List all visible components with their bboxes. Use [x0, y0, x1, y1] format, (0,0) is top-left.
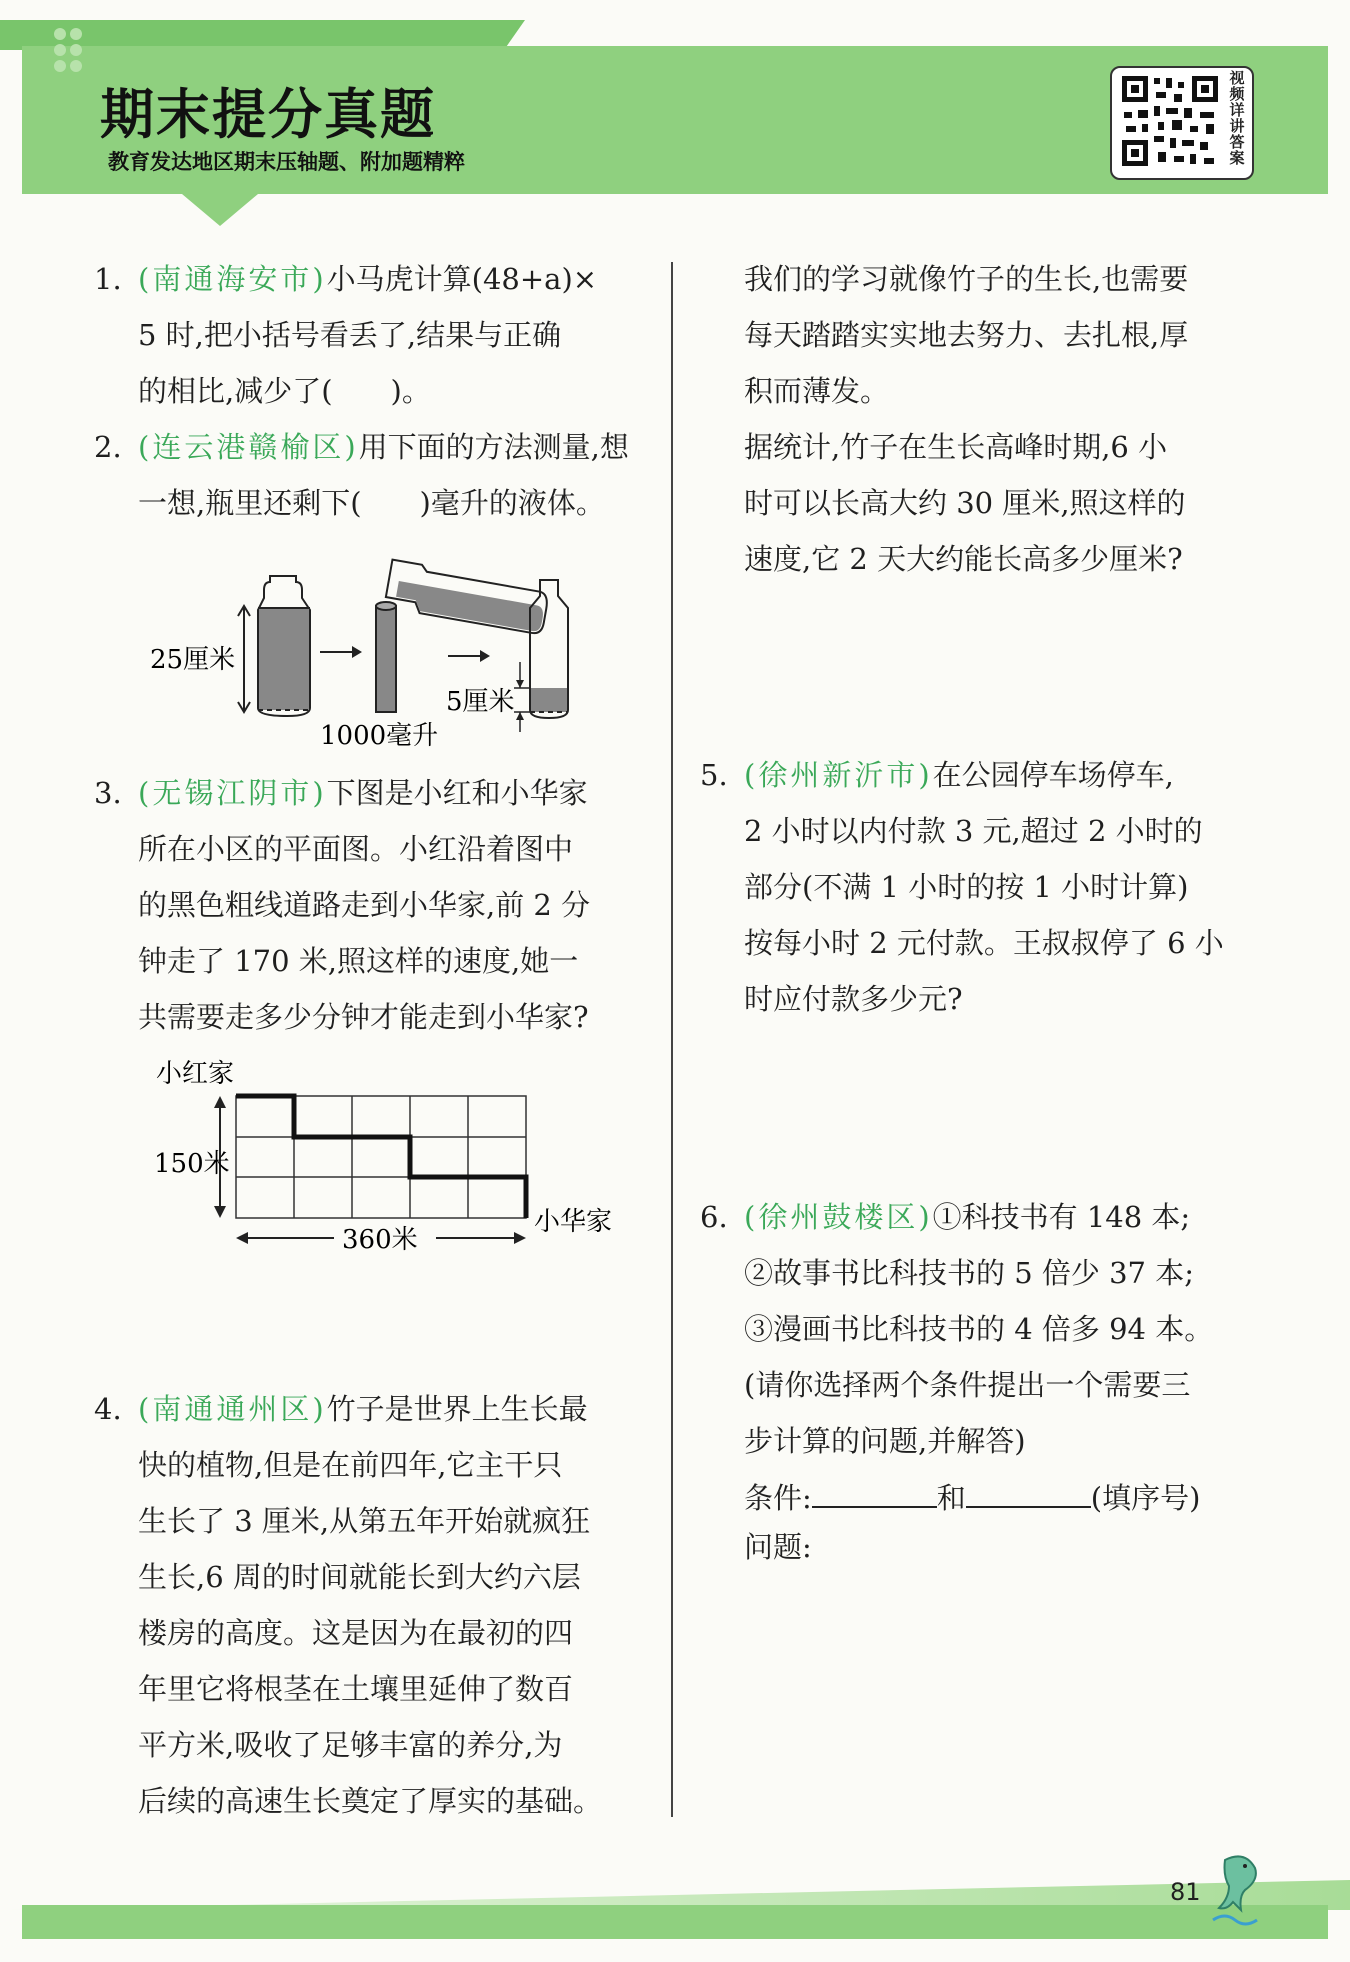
problem-line	[138, 262, 597, 296]
problem-line	[138, 430, 629, 464]
full-bottle	[258, 576, 310, 716]
problem-text: 后续的高速生长奠定了厚实的基础。	[138, 1784, 603, 1818]
problem-text: 2 小时以内付款 3 元,超过 2 小时的	[744, 814, 1203, 848]
problem-text: ①科技书有 148 本;	[932, 1200, 1191, 1234]
remain-label: 5厘米	[446, 687, 515, 717]
problem-text: 楼房的高度。这是因为在最初的四	[138, 1616, 574, 1650]
problem-line	[744, 1200, 1190, 1234]
problem-text: 据统计,竹子在生长高峰时期,6 小	[744, 430, 1168, 464]
problem-text: 在公园停车场停车,	[932, 758, 1174, 792]
problem-text: 积而薄发。	[744, 374, 890, 408]
bottle-measure-diagram	[140, 538, 620, 758]
problem-text: 平方米,吸收了足够丰富的养分,为	[138, 1728, 563, 1762]
problem-source: (南通海安市)	[138, 262, 327, 296]
start-label: 小红家	[156, 1059, 235, 1089]
and-label: 和	[936, 1481, 966, 1515]
problem-text: 每天踏踏实实地去努力、去扎根,厚	[744, 318, 1189, 352]
page-subtitle: 教育发达地区期末压轴题、附加题精粹	[108, 150, 465, 174]
problem-text: 竹子是世界上生长最	[326, 1392, 588, 1426]
problem-text: 用下面的方法测量,想	[358, 430, 629, 464]
problem-source: (南通通州区)	[138, 1392, 327, 1426]
condition-blank-1[interactable]	[812, 1480, 937, 1508]
problem-text: 时可以长高大约 30 厘米,照这样的	[744, 486, 1186, 520]
problem-text: 小马虎计算(48+a)×	[326, 262, 598, 296]
problem-text: ③漫画书比科技书的 4 倍多 94 本。	[744, 1312, 1214, 1346]
problem-text: 5 时,把小括号看丢了,结果与正确	[138, 318, 562, 352]
remaining-bottle	[530, 580, 568, 718]
fill-hint: (填序号)	[1090, 1481, 1201, 1515]
decorative-dots	[54, 28, 94, 88]
width-label: 360米	[342, 1225, 418, 1252]
dolphin-icon	[1205, 1850, 1265, 1930]
map-grid	[236, 1096, 526, 1218]
problem-number: 3.	[94, 776, 122, 810]
problem-text: 我们的学习就像竹子的生长,也需要	[744, 262, 1189, 296]
problem-source: (无锡江阴市)	[138, 776, 327, 810]
measuring-cylinder	[376, 602, 396, 712]
problem-text: 钟走了 170 米,照这样的速度,她一	[138, 944, 579, 978]
problem-line	[138, 1392, 588, 1426]
problem-text: 生长,6 周的时间就能长到大约六层	[138, 1560, 581, 1594]
problem-line	[138, 776, 588, 810]
neighborhood-map	[150, 1052, 640, 1252]
problem-text: (请你选择两个条件提出一个需要三	[744, 1368, 1191, 1402]
problem-text: 生长了 3 厘米,从第五年开始就疯狂	[138, 1504, 591, 1538]
problem-number: 1.	[94, 262, 122, 296]
problem-text: 步计算的问题,并解答)	[744, 1424, 1026, 1458]
problem-text: 下图是小红和小华家	[326, 776, 588, 810]
volume-label: 1000毫升	[320, 721, 439, 751]
problem-text: 的黑色粗线道路走到小华家,前 2 分	[138, 888, 591, 922]
problem-text: 速度,它 2 天大约能长高多少厘米?	[744, 542, 1183, 576]
qr-caption: 视频详讲答案	[1229, 69, 1245, 167]
problem-text: 部分(不满 1 小时的按 1 小时计算)	[744, 870, 1189, 904]
problem-source: (徐州新沂市)	[744, 758, 933, 792]
problem-text: 快的植物,但是在前四年,它主干只	[138, 1448, 563, 1482]
problem-source: (徐州鼓楼区)	[744, 1200, 933, 1234]
problem-text: 所在小区的平面图。小红沿着图中	[138, 832, 574, 866]
height-label: 150米	[154, 1149, 230, 1179]
problem-line	[744, 758, 1174, 792]
problem-number: 2.	[94, 430, 122, 464]
problem-text: 共需要走多少分钟才能走到小华家?	[138, 1000, 589, 1034]
problem-number: 5.	[700, 758, 728, 792]
page-title: 期末提分真题	[100, 83, 436, 146]
height-label: 25厘米	[150, 645, 236, 675]
page-number: 81	[1170, 1878, 1201, 1906]
problem-text: 的相比,减少了( )。	[138, 374, 431, 408]
problem-source: (连云港赣榆区)	[138, 430, 359, 464]
end-label: 小华家	[534, 1207, 613, 1237]
conditions-line	[744, 1480, 1200, 1515]
question-label: 问题:	[744, 1530, 812, 1564]
tipped-bottle	[384, 560, 550, 635]
problem-text: 一想,瓶里还剩下( )毫升的液体。	[138, 486, 605, 520]
column-divider	[671, 262, 673, 1817]
problem-number: 4.	[94, 1392, 122, 1426]
route-path	[236, 1096, 526, 1218]
problem-text: 年里它将根茎在土壤里延伸了数百	[138, 1672, 574, 1706]
header-pointer	[182, 194, 258, 226]
problem-number: 6.	[700, 1200, 728, 1234]
problem-text: 按每小时 2 元付款。王叔叔停了 6 小	[744, 926, 1224, 960]
problem-text: 时应付款多少元?	[744, 982, 963, 1016]
footer-band	[22, 1905, 1328, 1939]
problem-text: ②故事书比科技书的 5 倍少 37 本;	[744, 1256, 1194, 1290]
qr-code-icon[interactable]	[1118, 72, 1222, 170]
condition-blank-2[interactable]	[966, 1480, 1091, 1508]
condition-label: 条件:	[744, 1481, 812, 1515]
